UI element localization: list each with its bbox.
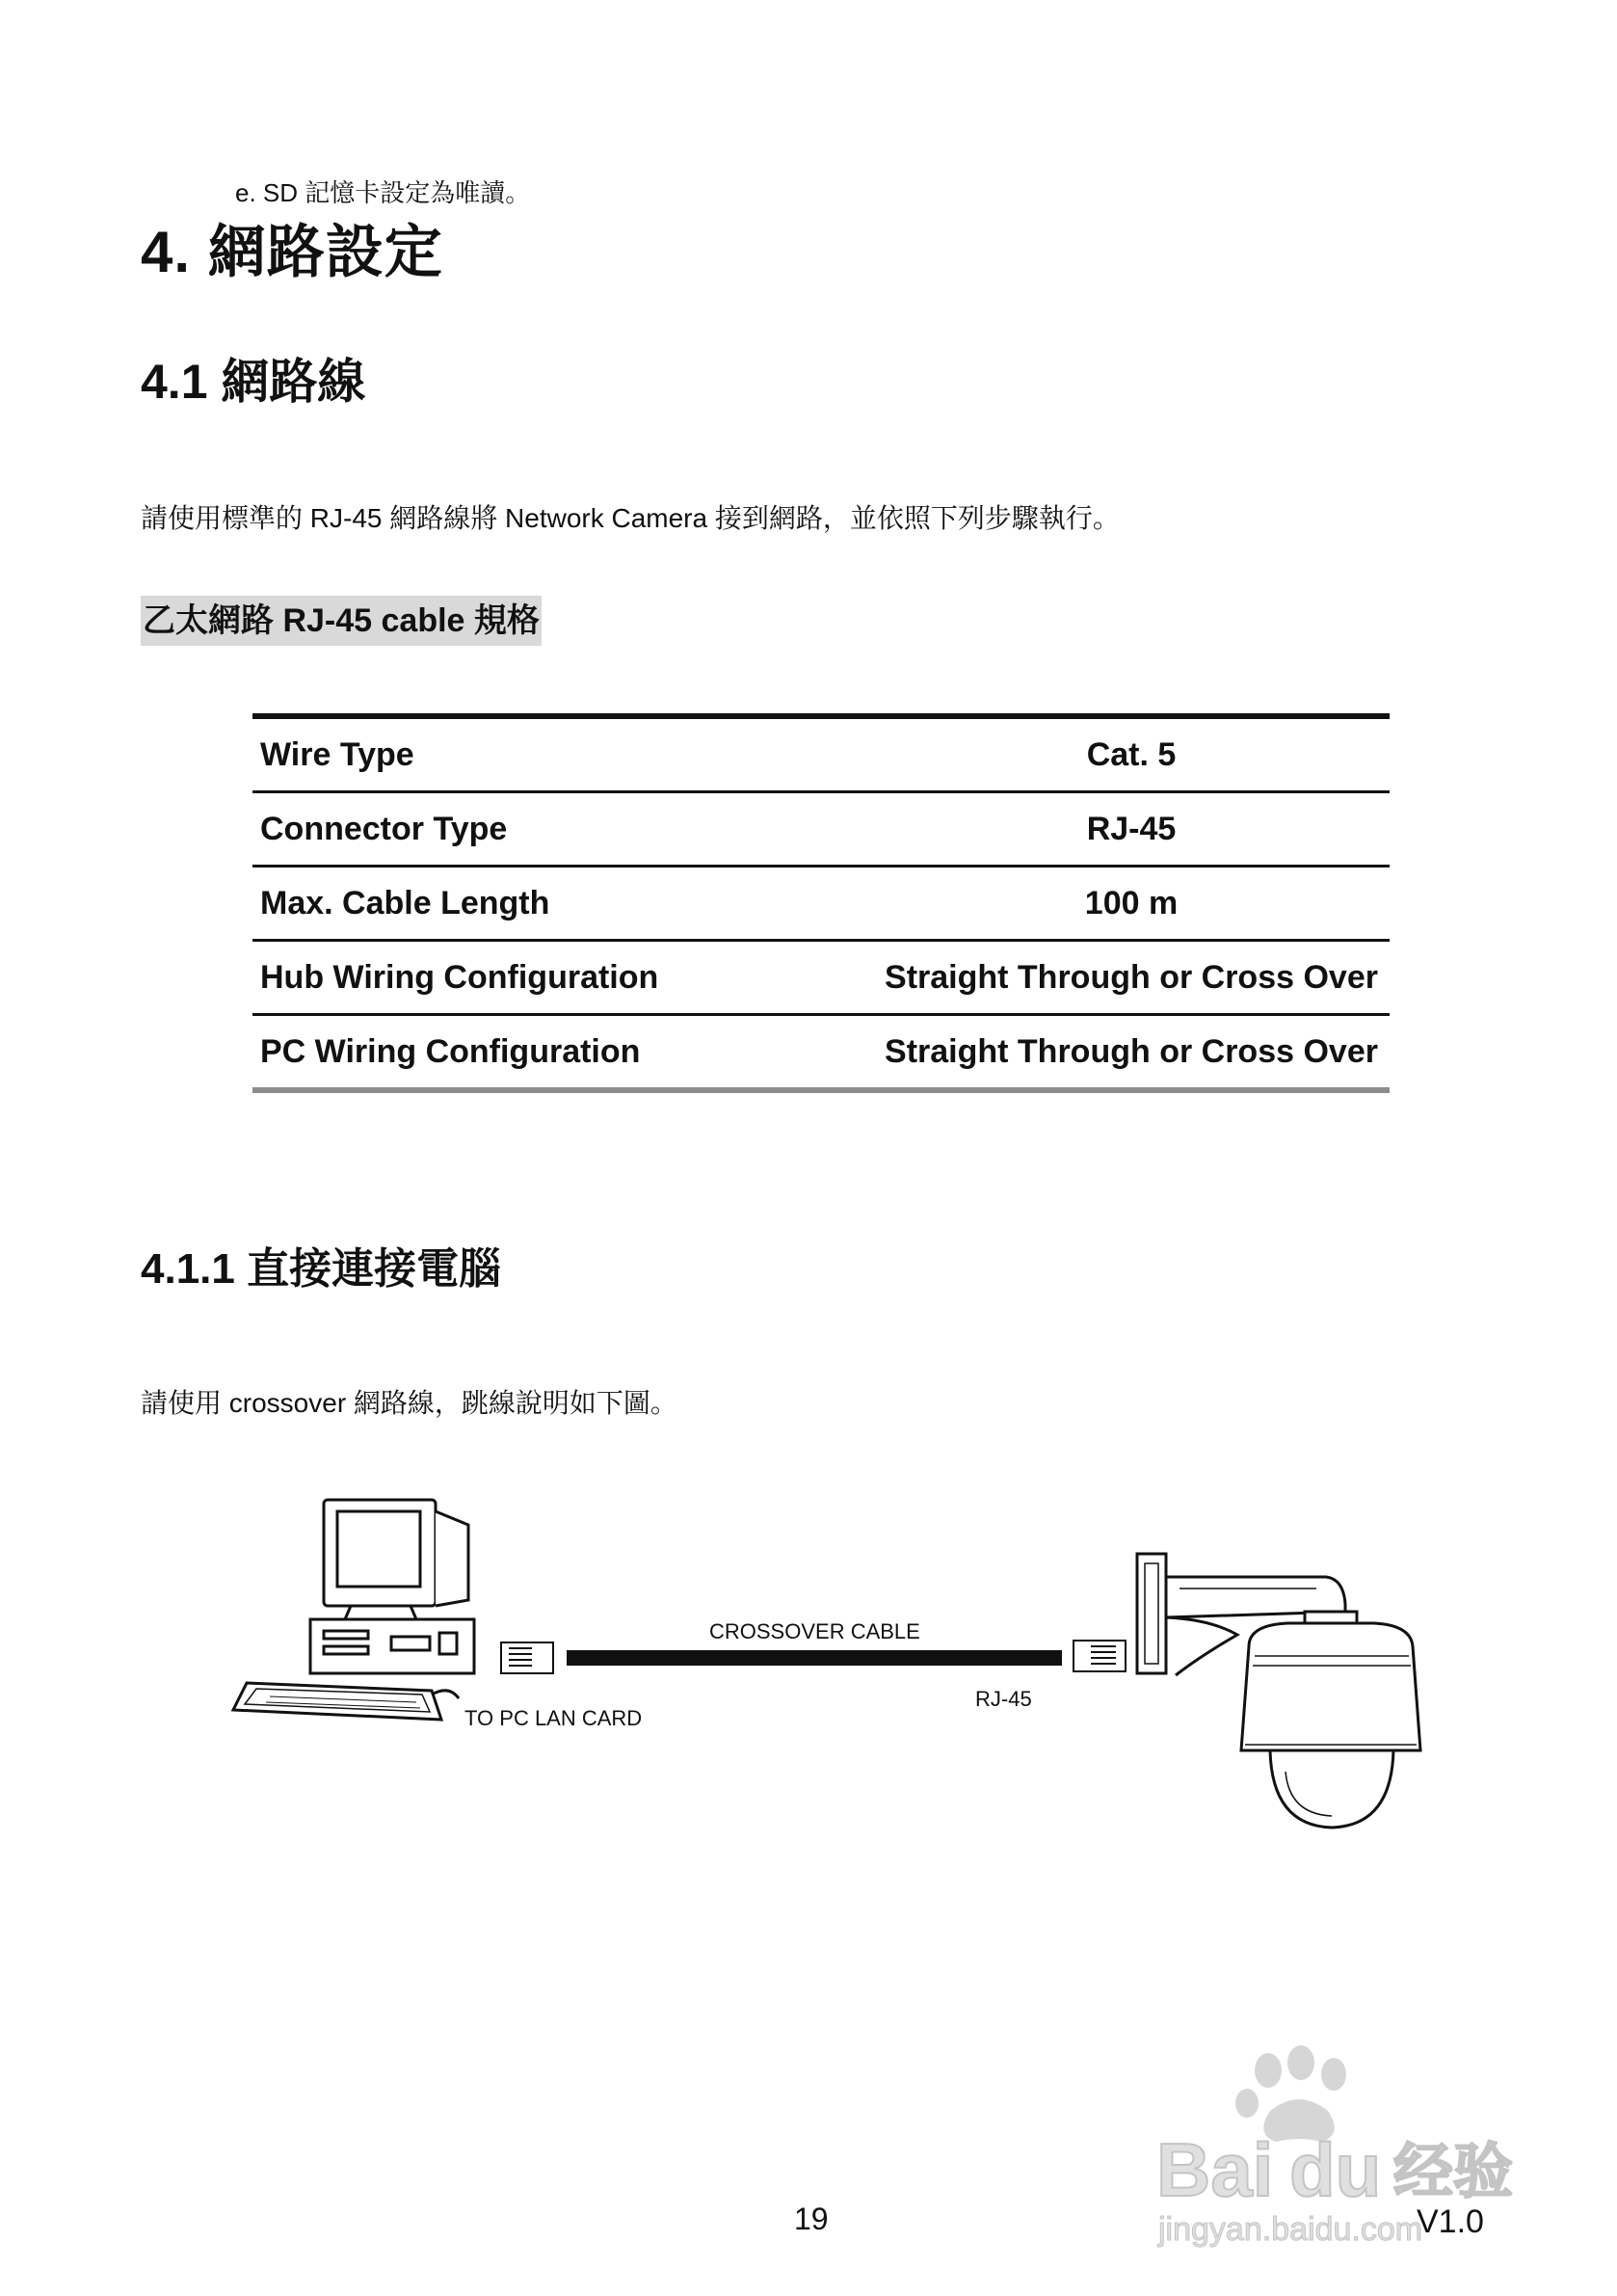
rj45-connector-right-icon — [1074, 1641, 1126, 1671]
spec-title: 乙太網路 RJ-45 cable 規格 — [141, 596, 542, 646]
watermark-brand-2: du — [1289, 2127, 1382, 2212]
crossover-diagram — [227, 1492, 1442, 1858]
spec-label: PC Wiring Configuration — [252, 1015, 873, 1091]
spec-value: 100 m — [873, 867, 1390, 941]
table-row — [252, 716, 1390, 792]
spec-label: Hub Wiring Configuration — [252, 941, 873, 1015]
section-heading: 4. 網路設定 — [141, 220, 443, 284]
watermark-url: jingyan.baidu.com — [1158, 2211, 1423, 2248]
pc-computer-icon — [233, 1500, 474, 1720]
page-number: 19 — [794, 2202, 829, 2236]
intro2-text: 請使用 crossover 網路線，跳線說明如下圖。 — [141, 1388, 677, 1418]
watermark-cn: 经验 — [1393, 2136, 1514, 2206]
spec-label: Max. Cable Length — [252, 867, 873, 941]
spec-label: Connector Type — [252, 792, 873, 867]
rj45-label: RJ-45 — [975, 1687, 1032, 1711]
version-label: V1.0 — [1417, 2203, 1484, 2240]
watermark-brand: Bai — [1156, 2127, 1274, 2212]
note-e: e. SD 記憶卡設定為唯讀。 — [235, 178, 531, 207]
table-row — [252, 867, 1390, 941]
table-row — [252, 941, 1390, 1015]
rj45-connector-left-icon — [501, 1642, 553, 1673]
spec-value: Straight Through or Cross Over — [873, 1015, 1390, 1091]
table-row — [252, 1015, 1390, 1091]
pc-lan-card-label: TO PC LAN CARD — [464, 1706, 643, 1730]
subsubsection-heading: 4.1.1 直接連接電腦 — [141, 1245, 502, 1293]
table-row — [252, 792, 1390, 867]
cable-label: CROSSOVER CABLE — [709, 1619, 920, 1643]
baidu-jingyan-watermark — [1145, 2042, 1550, 2263]
spec-label: Wire Type — [252, 716, 873, 792]
spec-value: Straight Through or Cross Over — [873, 941, 1390, 1015]
subsection-heading: 4.1 網路線 — [141, 355, 366, 409]
spec-table — [252, 713, 1390, 1093]
dome-camera-icon — [1137, 1554, 1420, 1828]
spec-value: Cat. 5 — [873, 716, 1390, 792]
spec-value: RJ-45 — [873, 792, 1390, 867]
intro-text: 請使用標準的 RJ-45 網路線將 Network Camera 接到網路，並依照下列步驟執行。 — [141, 503, 1120, 533]
crossover-cable — [567, 1650, 1062, 1666]
